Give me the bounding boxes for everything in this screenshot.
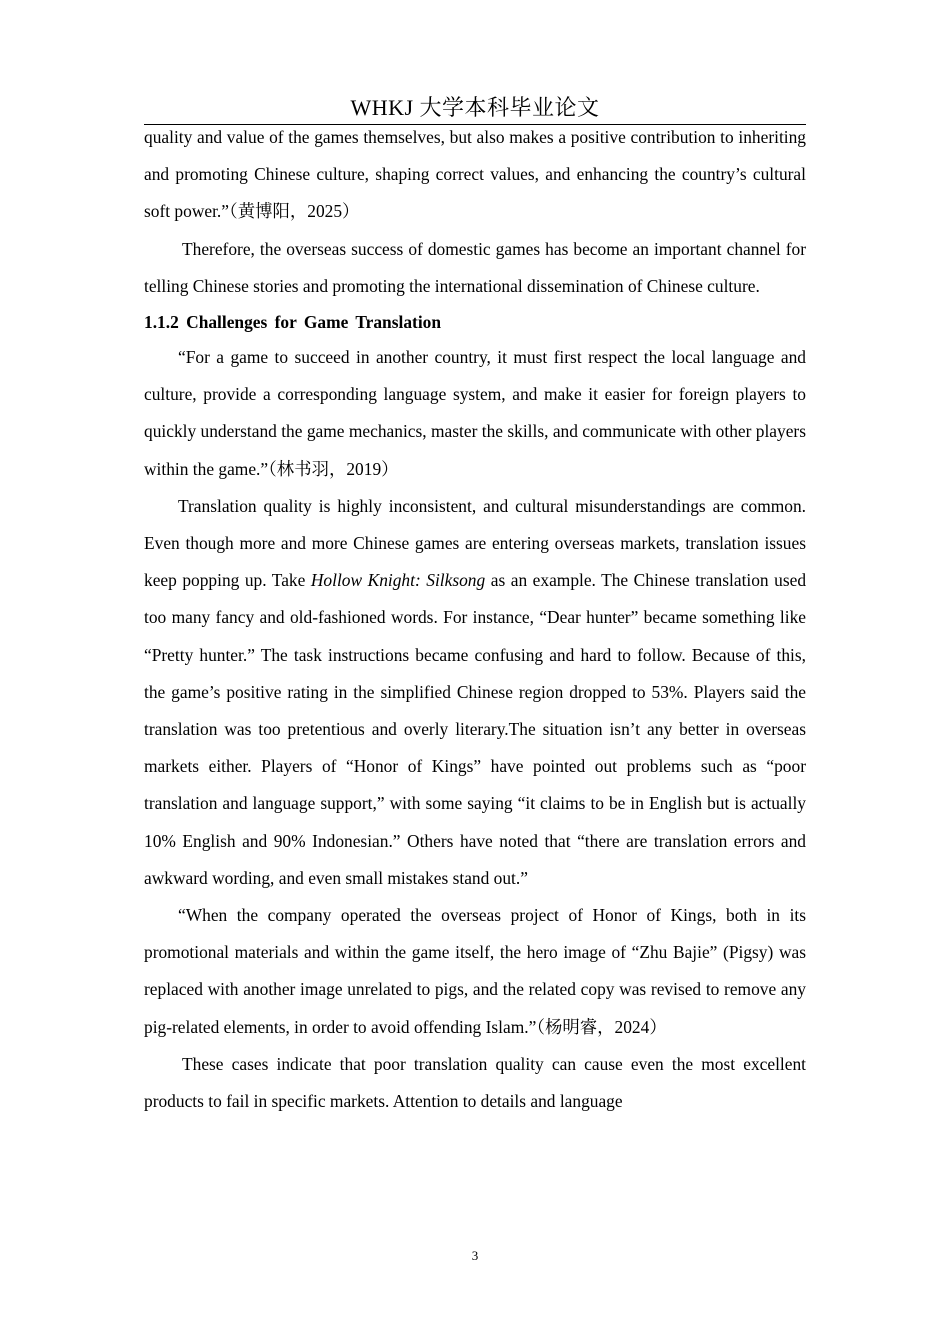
paragraph-translation-quality xyxy=(144,488,806,897)
paragraph-these-cases: These cases indicate that poor translation quality can cause even the most excellent products to fail in specific markets. Attention to details and language xyxy=(144,1053,806,1112)
game-title-italic: Hollow Knight: Silksong xyxy=(310,570,486,591)
body-text xyxy=(144,119,806,1120)
paragraph-continued: quality and value of the games themselves, but also makes a positive contribution to inheriting and promoting Chinese culture, shaping correct values, and enhancing the country’s cultural soft power.”（黄博阳，2025） xyxy=(144,127,806,222)
text-run: Translation quality is highly inconsistent, and cultural misunderstandings are common. Even though more and more Chinese games are entering overseas markets, translation issues keep popping up. Take xyxy=(144,495,806,591)
page-number: 3 xyxy=(471,1248,479,1263)
section-heading: 1.1.2 Challenges for Game Translation xyxy=(144,312,442,333)
page-header: WHKJ 大学本科毕业论文 xyxy=(350,95,600,120)
paragraph-therefore: Therefore, the overseas success of domestic games has become an important channel for telling Chinese stories and promoting the international dissemination of Chinese culture. xyxy=(144,238,806,296)
text-run: as an example. The Chinese translation used too many fancy and old-fashioned words. For instance, “Dear hunter” became something like “Pretty hunter.” The task instructions became confusing and hard to follow. Because of this, the game’s positive rating in the simplified Chinese region dropped to 53%. Players said the translation was too pretentious and overly literary.The situation isn’t any better in overseas markets either. Players of “Honor of Kings” have pointed out problems such as “poor translation and language support,” with some saying “it claims to be in English but is actually 10% English and 90% Indonesian.” Others have noted that “there are translation errors and awkward wording, and even small mistakes stand out.” xyxy=(144,570,807,888)
paragraph-quote-yangmingrui: “When the company operated the overseas project of Honor of Kings, both in its promotional materials and within the game itself, the hero image of “Zhu Bajie” (Pigsy) was replaced with another image unrelated to pigs, and the related copy was revised to remove any pig-related elements, in order to avoid offending Islam.”（杨明睿，2024） xyxy=(144,905,806,1037)
paragraph-quote-linshuyu: “For a game to succeed in another country, it must first respect the local language and culture, provide a corresponding language system, and make it easier for foreign players to quickly understand the game mechanics, master the skills, and communicate with other players within the game.”（林书羽，2019） xyxy=(144,347,806,479)
